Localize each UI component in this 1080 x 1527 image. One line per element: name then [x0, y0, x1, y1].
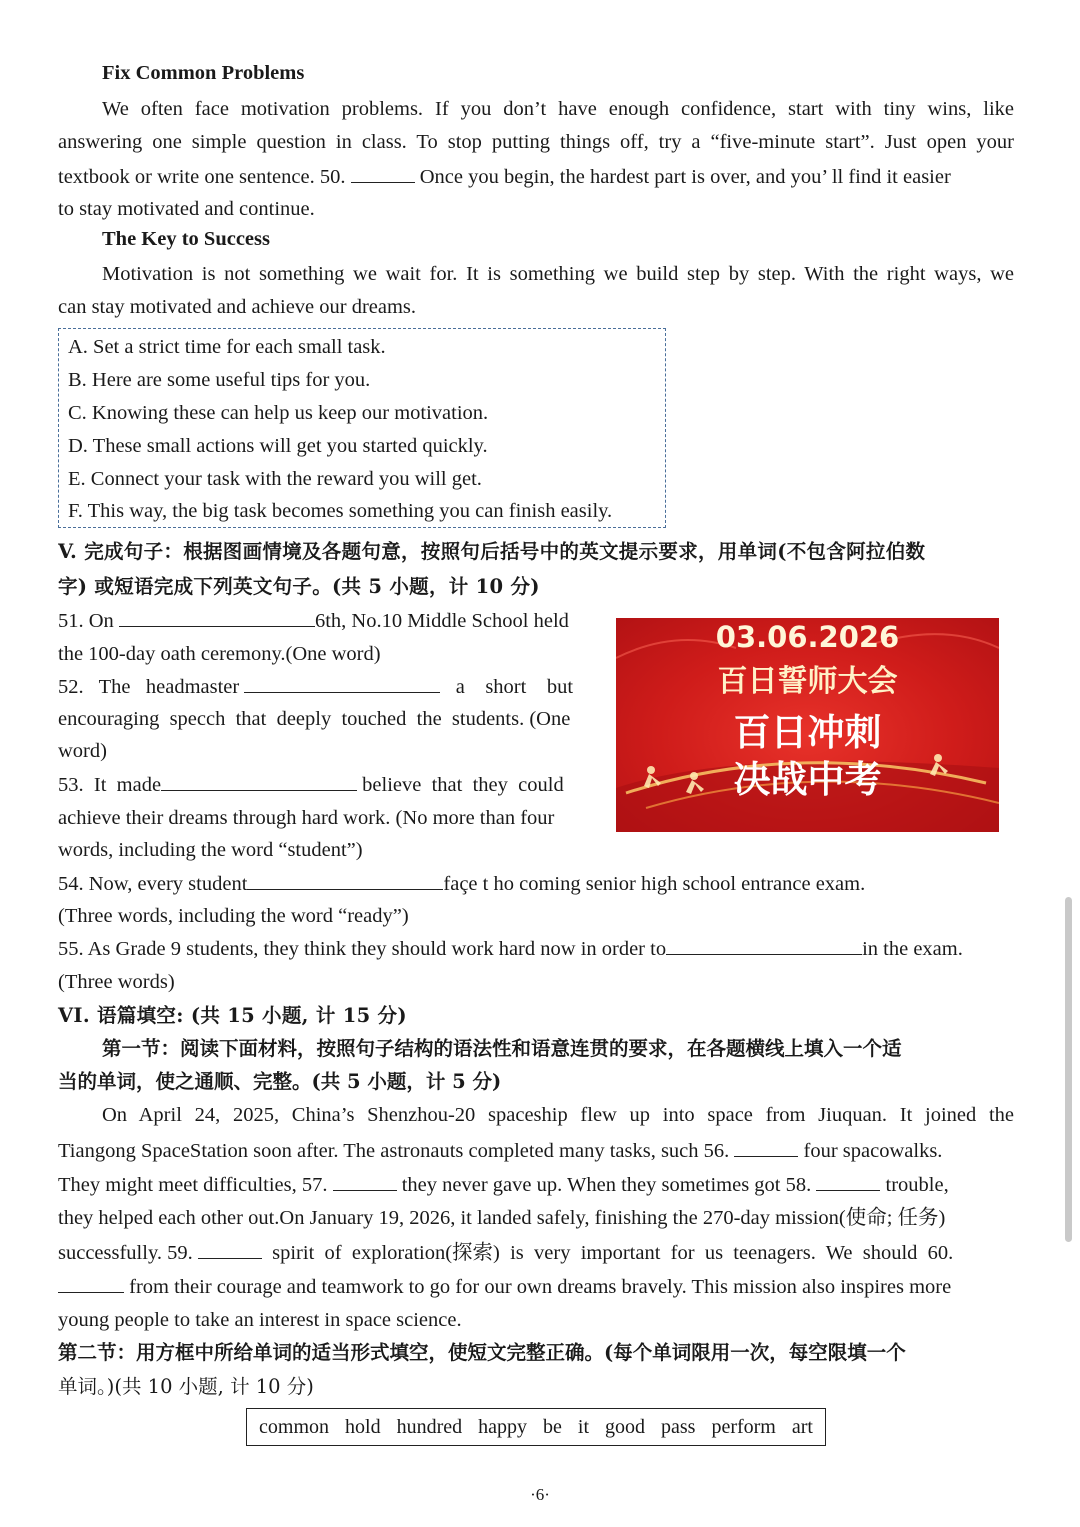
- question-53-cont: achieve their dreams through hard work. (No more than four: [58, 807, 555, 829]
- text-segment: 52. The headmaster: [58, 676, 240, 698]
- text-segment: in the exam.: [862, 938, 963, 960]
- blank-51[interactable]: [119, 604, 315, 627]
- page-number: ·6·: [530, 1485, 550, 1504]
- text-segment: four spacowalks.: [803, 1140, 943, 1162]
- passage-line: [58, 1134, 942, 1168]
- banner-title: 百日誓师大会: [717, 664, 898, 699]
- paragraph-line: answering one simple question in class. To stop putting things off, try a “five-minute start”. Just open your: [58, 131, 1014, 153]
- paragraph-line: We often face motivation problems. If you don’t have enough confidence, start with tiny wins, like: [102, 98, 1014, 120]
- option-c: C. Knowing these can help us keep our motivation.: [68, 402, 489, 424]
- question-52: [58, 670, 573, 704]
- section1-instruction-cont: 当的单词，使之通顺、完整。(共 5 小题，计 5 分): [58, 1070, 502, 1093]
- text-segment: 6th, No.10 Middle School held: [314, 610, 569, 632]
- text-segment: believe that they could: [362, 774, 564, 796]
- question-54-cont: (Three words, including the word “ready”): [58, 905, 409, 927]
- part5-title: V. 完成句子：根据图画情境及各题句意，按照句后括号中的英文提示要求，用单词(不包含阿拉伯数: [58, 540, 926, 563]
- question-55: [58, 932, 963, 966]
- section2-instruction-cont: 单词。)(共 10 小题, 计 10 分): [58, 1375, 314, 1398]
- text-segment: Once you begin, the hardest part is over, and you’ ll find it easier: [419, 166, 951, 188]
- question-54: [58, 867, 865, 901]
- passage-line: young people to take an interest in space science.: [58, 1309, 462, 1331]
- option-d: D. These small actions will get you started quickly.: [68, 435, 488, 457]
- blank-54[interactable]: [247, 867, 443, 890]
- blank-55[interactable]: [666, 932, 862, 955]
- option-a: A. Set a strict time for each small task.: [68, 336, 386, 358]
- section2-instruction: 第二节：用方框中所给单词的适当形式填空，使短文完整正确。(每个单词限用一次，每空限填一个: [58, 1341, 906, 1364]
- question-53: [58, 768, 564, 802]
- blank-59[interactable]: [198, 1236, 262, 1259]
- option-b: B. Here are some useful tips for you.: [68, 369, 371, 391]
- word-bank-box: common hold hundred happy be it good pass perform art: [246, 1408, 826, 1446]
- text-segment: a short but: [455, 676, 574, 698]
- heading-fix-common-problems: Fix Common Problems: [102, 62, 305, 84]
- question-55-cont: (Three words): [58, 971, 175, 993]
- text-segment: they never gave up. When they sometimes got 58.: [401, 1174, 812, 1196]
- vertical-scrollbar[interactable]: [1065, 897, 1072, 1242]
- text-segment: spirit of exploration(探索) is very important for us teenagers. We should 60.: [272, 1242, 954, 1264]
- paragraph-line: can stay motivated and achieve our dreams.: [58, 296, 417, 318]
- question-53-cont: words, including the word “student”): [58, 839, 363, 861]
- part5-title-cont: 字) 或短语完成下列英文句子。(共 5 小题，计 10 分): [58, 575, 540, 598]
- text-segment: They might meet difficulties, 57.: [58, 1174, 328, 1196]
- text-segment: façe t ho coming senior high school entrance exam.: [443, 873, 866, 895]
- part6-title: VI. 语篇填空: (共 15 小题, 计 15 分): [58, 1004, 407, 1027]
- passage-line: they helped each other out.On January 19, 2026, it landed safely, finishing the 270-day mission(使命; 任务): [58, 1207, 946, 1229]
- blank-58[interactable]: [816, 1168, 880, 1191]
- option-e: E. Connect your task with the reward you will get.: [68, 468, 482, 490]
- question-52-cont: encouraging specch that deeply touched the students. (One: [58, 708, 571, 730]
- question-51-cont: the 100-day oath ceremony.(One word): [58, 643, 381, 665]
- section1-instruction: 第一节：阅读下面材料，按照句子结构的语法性和语意连贯的要求，在各题横线上填入一个适: [102, 1037, 902, 1060]
- paragraph-line: [58, 160, 951, 194]
- banner-slogan-1: 百日冲刺: [733, 711, 882, 754]
- paragraph-line: Motivation is not something we wait for. It is something we build step by step. With the right ways, we: [102, 263, 1014, 285]
- blank-57[interactable]: [333, 1168, 397, 1191]
- blank-56[interactable]: [734, 1134, 798, 1157]
- text-segment: 51. On: [58, 610, 114, 632]
- question-51: [58, 604, 569, 638]
- paragraph-line: to stay motivated and continue.: [58, 198, 315, 220]
- banner-date: 03.06.2026: [715, 620, 900, 654]
- blank-50[interactable]: [351, 160, 415, 183]
- blank-60[interactable]: [58, 1270, 124, 1293]
- heading-key-to-success: The Key to Success: [102, 228, 270, 250]
- passage-line: [58, 1168, 949, 1202]
- option-f: F. This way, the big task becomes something you can finish easily.: [68, 500, 613, 522]
- passage-line: [58, 1236, 953, 1270]
- question-52-cont: word): [58, 740, 107, 762]
- passage-line: On April 24, 2025, China’s Shenzhou-20 spaceship flew up into space from Jiuquan. It joined the: [102, 1104, 1014, 1126]
- text-segment: textbook or write one sentence. 50.: [58, 166, 346, 188]
- text-segment: successfully. 59.: [58, 1242, 193, 1264]
- text-segment: 53. It made: [58, 774, 162, 796]
- text-segment: Tiangong SpaceStation soon after. The astronauts completed many tasks, such 56.: [58, 1140, 730, 1162]
- passage-line: [58, 1270, 951, 1304]
- blank-53[interactable]: [161, 768, 357, 791]
- blank-52[interactable]: [244, 670, 440, 693]
- text-segment: 55. As Grade 9 students, they think they should work hard now in order to: [58, 938, 667, 960]
- oath-ceremony-banner: [616, 618, 999, 832]
- text-segment: trouble,: [885, 1174, 949, 1196]
- banner-slogan-2: 决战中考: [733, 758, 882, 801]
- text-segment: from their courage and teamwork to go for our own dreams bravely. This mission also inspires more: [129, 1276, 952, 1298]
- text-segment: 54. Now, every student: [58, 873, 248, 895]
